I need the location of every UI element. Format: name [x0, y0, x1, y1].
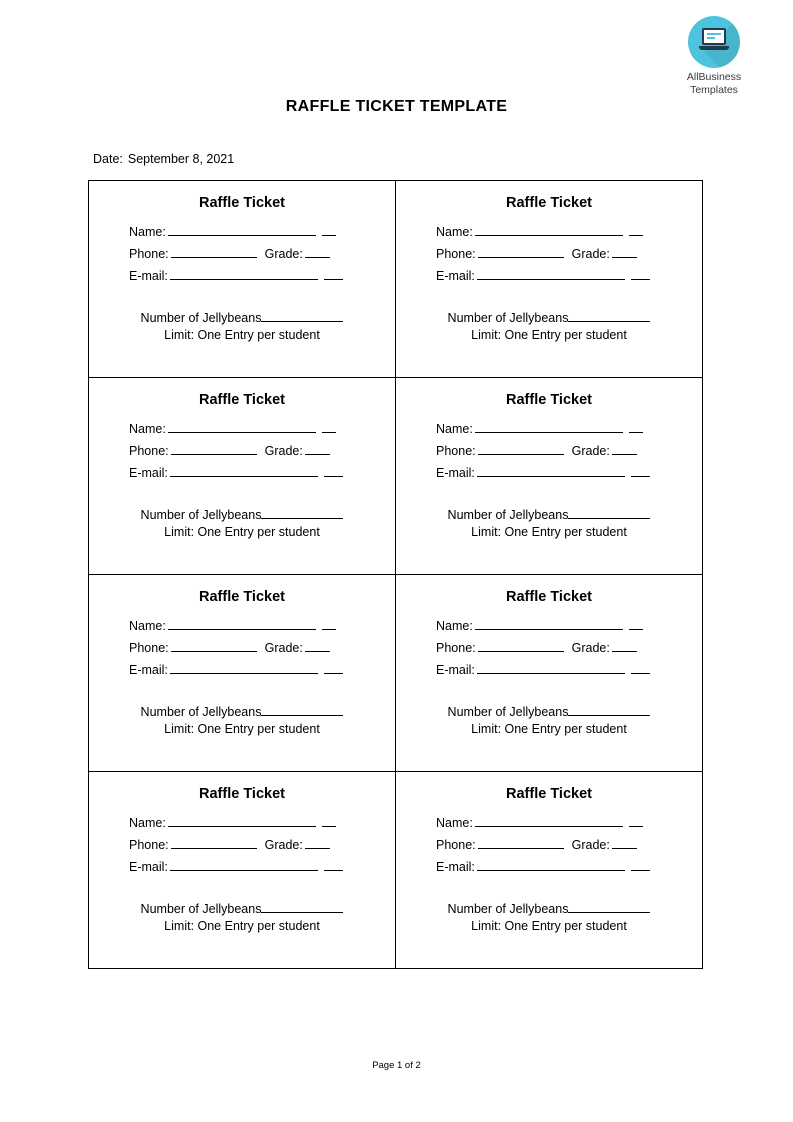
date-value: September 8, 2021 — [127, 152, 235, 166]
email-input-line[interactable] — [170, 659, 318, 674]
email-input-line[interactable] — [477, 462, 625, 477]
ticket-cell — [89, 575, 396, 772]
grade-label: Grade: — [571, 444, 610, 458]
phone-label: Phone: — [436, 838, 476, 852]
raffle-ticket — [89, 575, 395, 771]
ticket-title: Raffle Ticket — [199, 195, 285, 211]
grade-input-line[interactable] — [612, 440, 637, 455]
ticket-row — [89, 181, 703, 378]
raffle-ticket — [89, 772, 395, 968]
laptop-screen-line — [707, 33, 721, 35]
name-extra-line[interactable] — [629, 418, 643, 433]
jellybeans-label: Number of Jellybeans — [140, 705, 262, 719]
jellybeans-input-line[interactable] — [261, 898, 343, 913]
ticket-limit-text: Limit: One Entry per student — [164, 328, 320, 342]
name-input-line[interactable] — [475, 221, 623, 236]
ticket-field-email — [105, 659, 379, 681]
ticket-field-jellybeans — [105, 504, 379, 522]
allbusiness-templates-logo — [666, 16, 762, 96]
raffle-ticket — [396, 378, 702, 574]
ticket-cell — [89, 181, 396, 378]
raffle-ticket — [89, 378, 395, 574]
name-extra-line[interactable] — [322, 812, 336, 827]
ticket-field-phone-grade — [412, 637, 686, 659]
ticket-title: Raffle Ticket — [506, 392, 592, 408]
jellybeans-input-line[interactable] — [568, 307, 650, 322]
email-extra-line[interactable] — [631, 659, 650, 674]
ticket-field-jellybeans — [105, 307, 379, 325]
ticket-field-name — [412, 812, 686, 834]
page-title: RAFFLE TICKET TEMPLATE — [285, 98, 508, 115]
raffle-ticket — [396, 181, 702, 377]
jellybeans-input-line[interactable] — [568, 504, 650, 519]
ticket-row — [89, 378, 703, 575]
laptop-icon — [688, 16, 740, 68]
ticket-field-email — [412, 265, 686, 287]
jellybeans-label: Number of Jellybeans — [447, 311, 569, 325]
jellybeans-label: Number of Jellybeans — [447, 508, 569, 522]
phone-input-line[interactable] — [171, 243, 257, 258]
ticket-field-name — [105, 221, 379, 243]
phone-input-line[interactable] — [478, 834, 564, 849]
grade-input-line[interactable] — [612, 834, 637, 849]
phone-input-line[interactable] — [478, 243, 564, 258]
phone-label: Phone: — [129, 838, 169, 852]
name-label: Name: — [436, 816, 473, 830]
email-label: E-mail: — [436, 860, 475, 874]
ticket-field-email — [105, 856, 379, 878]
ticket-field-jellybeans — [105, 701, 379, 719]
ticket-title: Raffle Ticket — [199, 392, 285, 408]
jellybeans-label: Number of Jellybeans — [140, 902, 262, 916]
name-input-line[interactable] — [168, 221, 316, 236]
ticket-title: Raffle Ticket — [506, 195, 592, 211]
name-label: Name: — [129, 816, 166, 830]
email-input-line[interactable] — [477, 659, 625, 674]
grade-label: Grade: — [264, 444, 303, 458]
jellybeans-input-line[interactable] — [568, 701, 650, 716]
raffle-ticket — [396, 772, 702, 968]
ticket-limit-text: Limit: One Entry per student — [164, 919, 320, 933]
name-label: Name: — [129, 619, 166, 633]
ticket-field-email — [412, 856, 686, 878]
jellybeans-label: Number of Jellybeans — [447, 705, 569, 719]
email-extra-line[interactable] — [631, 462, 650, 477]
name-input-line[interactable] — [168, 615, 316, 630]
ticket-title: Raffle Ticket — [506, 786, 592, 802]
ticket-limit-text: Limit: One Entry per student — [471, 722, 627, 736]
grade-label: Grade: — [264, 247, 303, 261]
ticket-cell — [396, 575, 703, 772]
laptop-glyph — [699, 28, 729, 50]
ticket-field-jellybeans — [412, 504, 686, 522]
email-input-line[interactable] — [477, 265, 625, 280]
ticket-cell — [396, 181, 703, 378]
ticket-cell — [396, 772, 703, 969]
logo-wordmark — [666, 71, 762, 96]
ticket-title: Raffle Ticket — [199, 589, 285, 605]
ticket-row — [89, 772, 703, 969]
name-extra-line[interactable] — [322, 615, 336, 630]
phone-input-line[interactable] — [478, 440, 564, 455]
laptop-screen — [702, 28, 726, 45]
ticket-limit-text: Limit: One Entry per student — [471, 328, 627, 342]
grade-input-line[interactable] — [612, 243, 637, 258]
phone-input-line[interactable] — [478, 637, 564, 652]
logo-wordmark-line1: AllBusiness — [686, 71, 742, 83]
name-input-line[interactable] — [475, 615, 623, 630]
grade-input-line[interactable] — [305, 834, 330, 849]
ticket-title: Raffle Ticket — [506, 589, 592, 605]
ticket-limit-text: Limit: One Entry per student — [164, 722, 320, 736]
ticket-field-name — [105, 418, 379, 440]
phone-label: Phone: — [129, 247, 169, 261]
name-label: Name: — [436, 422, 473, 436]
ticket-limit-text: Limit: One Entry per student — [164, 525, 320, 539]
email-input-line[interactable] — [477, 856, 625, 871]
grade-input-line[interactable] — [305, 637, 330, 652]
name-extra-line[interactable] — [629, 221, 643, 236]
email-label: E-mail: — [129, 466, 168, 480]
name-label: Name: — [129, 225, 166, 239]
email-input-line[interactable] — [170, 265, 318, 280]
name-extra-line[interactable] — [629, 812, 643, 827]
page-footer: Page 1 of 2 — [372, 1060, 421, 1071]
ticket-field-name — [412, 615, 686, 637]
ticket-field-jellybeans — [412, 898, 686, 916]
ticket-field-email — [105, 265, 379, 287]
grade-label: Grade: — [571, 838, 610, 852]
grade-label: Grade: — [264, 641, 303, 655]
email-label: E-mail: — [436, 663, 475, 677]
name-input-line[interactable] — [168, 812, 316, 827]
ticket-limit-text: Limit: One Entry per student — [471, 919, 627, 933]
raffle-ticket — [396, 575, 702, 771]
document-date — [93, 152, 234, 166]
email-label: E-mail: — [129, 663, 168, 677]
phone-label: Phone: — [129, 444, 169, 458]
email-label: E-mail: — [436, 269, 475, 283]
ticket-field-phone-grade — [412, 834, 686, 856]
ticket-field-phone-grade — [105, 834, 379, 856]
ticket-cell — [89, 772, 396, 969]
ticket-limit-text: Limit: One Entry per student — [471, 525, 627, 539]
grade-input-line[interactable] — [305, 243, 330, 258]
grade-input-line[interactable] — [305, 440, 330, 455]
ticket-title: Raffle Ticket — [199, 786, 285, 802]
ticket-field-phone-grade — [105, 637, 379, 659]
jellybeans-input-line[interactable] — [261, 504, 343, 519]
phone-input-line[interactable] — [171, 637, 257, 652]
ticket-field-name — [105, 812, 379, 834]
name-extra-line[interactable] — [322, 418, 336, 433]
ticket-field-email — [412, 462, 686, 484]
jellybeans-label: Number of Jellybeans — [447, 902, 569, 916]
ticket-cell — [396, 378, 703, 575]
email-extra-line[interactable] — [324, 462, 343, 477]
grade-label: Grade: — [571, 641, 610, 655]
email-extra-line[interactable] — [324, 265, 343, 280]
phone-label: Phone: — [129, 641, 169, 655]
phone-label: Phone: — [436, 247, 476, 261]
jellybeans-input-line[interactable] — [261, 701, 343, 716]
phone-input-line[interactable] — [171, 834, 257, 849]
ticket-field-phone-grade — [105, 243, 379, 265]
email-extra-line[interactable] — [324, 659, 343, 674]
ticket-grid-body — [89, 181, 703, 969]
name-label: Name: — [129, 422, 166, 436]
name-input-line[interactable] — [168, 418, 316, 433]
ticket-field-name — [412, 221, 686, 243]
phone-label: Phone: — [436, 444, 476, 458]
email-extra-line[interactable] — [324, 856, 343, 871]
ticket-field-jellybeans — [105, 898, 379, 916]
phone-input-line[interactable] — [171, 440, 257, 455]
name-extra-line[interactable] — [322, 221, 336, 236]
ticket-field-phone-grade — [105, 440, 379, 462]
laptop-base — [699, 46, 729, 50]
phone-label: Phone: — [436, 641, 476, 655]
ticket-field-name — [412, 418, 686, 440]
ticket-field-phone-grade — [412, 243, 686, 265]
ticket-field-phone-grade — [412, 440, 686, 462]
name-input-line[interactable] — [475, 418, 623, 433]
ticket-cell — [89, 378, 396, 575]
email-label: E-mail: — [436, 466, 475, 480]
ticket-field-email — [105, 462, 379, 484]
raffle-ticket — [89, 181, 395, 377]
raffle-ticket-grid — [88, 180, 703, 969]
email-input-line[interactable] — [170, 856, 318, 871]
jellybeans-input-line[interactable] — [568, 898, 650, 913]
ticket-field-jellybeans — [412, 701, 686, 719]
laptop-screen-line — [707, 37, 715, 39]
jellybeans-input-line[interactable] — [261, 307, 343, 322]
grade-input-line[interactable] — [612, 637, 637, 652]
email-extra-line[interactable] — [631, 265, 650, 280]
ticket-field-jellybeans — [412, 307, 686, 325]
name-label: Name: — [436, 225, 473, 239]
name-extra-line[interactable] — [629, 615, 643, 630]
date-label: Date: — [93, 152, 123, 166]
logo-wordmark-line2: Templates — [690, 83, 738, 96]
jellybeans-label: Number of Jellybeans — [140, 311, 262, 325]
email-label: E-mail: — [129, 860, 168, 874]
name-input-line[interactable] — [475, 812, 623, 827]
ticket-field-name — [105, 615, 379, 637]
grade-label: Grade: — [264, 838, 303, 852]
name-label: Name: — [436, 619, 473, 633]
ticket-field-email — [412, 659, 686, 681]
jellybeans-label: Number of Jellybeans — [140, 508, 262, 522]
email-label: E-mail: — [129, 269, 168, 283]
email-extra-line[interactable] — [631, 856, 650, 871]
grade-label: Grade: — [571, 247, 610, 261]
ticket-row — [89, 575, 703, 772]
email-input-line[interactable] — [170, 462, 318, 477]
